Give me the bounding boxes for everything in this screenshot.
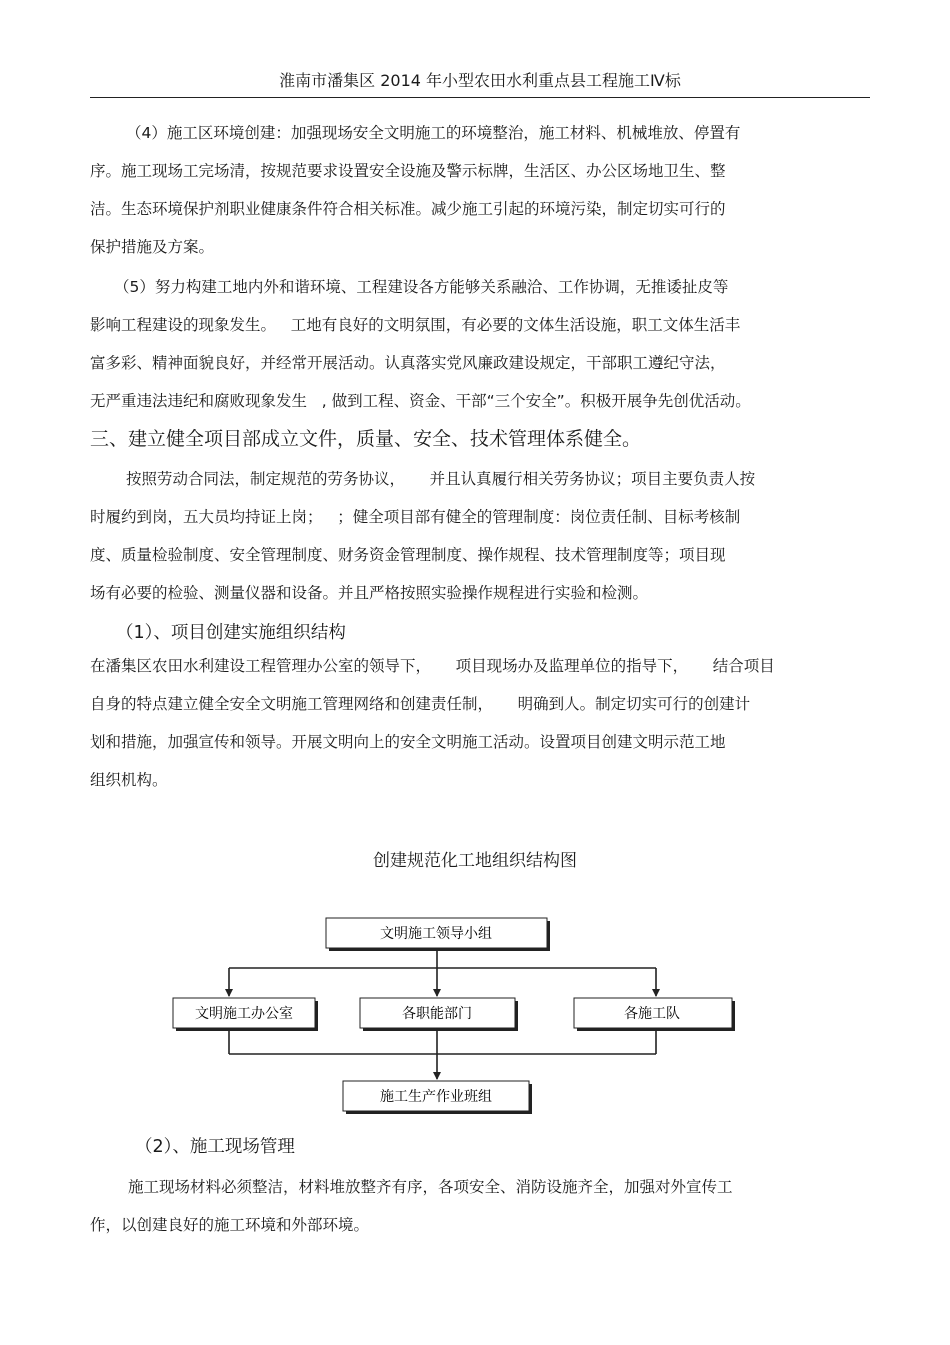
org-box-bottom-label: 施工生产作业班组 <box>380 1089 492 1105</box>
text-line: 影响工程建设的现象发生。 工地有良好的文明氛围，有必要的文体生活设施，职工文体生活丰 <box>90 316 741 334</box>
text-line: 按照劳动合同法，制定规范的劳务协议， 并且认真履行相关劳务协议；项目主要负责人按 <box>126 470 756 488</box>
text-line: 富多彩、精神面貌良好，并经常开展活动。认真落实党风廉政建设规定，干部职工遵纪守法， <box>90 354 726 372</box>
text-line: 场有必要的检验、测量仪器和设备。并且严格按照实验操作规程进行实验和检测。 <box>90 584 649 602</box>
org-connectors-top <box>229 951 656 996</box>
org-box-teams-label: 各施工队 <box>624 1006 680 1022</box>
org-connectors-bottom <box>229 1031 656 1079</box>
text-line: 序。施工现场工完场清，按规范要求设置安全设施及警示标牌，生活区、办公区场地卫生、整 <box>90 162 726 180</box>
text-line: 无严重违法违纪和腐败现象发生 , 做到工程、资金、干部“三个安全”。积极开展争先创优活动。 <box>90 392 751 410</box>
text-line: 组织机构。 <box>90 771 168 789</box>
text-line: 在潘集区农田水利建设工程管理办公室的领导下， 项目现场办及监理单位的指导下， 结合项目 <box>90 657 775 675</box>
paragraph-site <box>90 1168 733 1244</box>
text-line: 时履约到岗，五大员均持证上岗； ；健全项目部有健全的管理制度：岗位责任制、目标考核制 <box>90 508 741 526</box>
org-box-departments-label: 各职能部门 <box>402 1006 472 1022</box>
page-header: 淮南市潘集区 2014 年小型农田水利重点县工程施工Ⅳ标 <box>279 71 681 90</box>
text-line: （4）施工区环境创建：加强现场安全文明施工的环境整治，施工材料、机械堆放、停置有 <box>126 124 741 142</box>
text-line: 自身的特点建立健全安全文明施工管理网络和创建责任制， 明确到人。制定切实可行的创建计 <box>90 695 751 713</box>
text-line: 度、质量检验制度、安全管理制度、财务资金管理制度、操作规程、技术管理制度等；项目现 <box>90 546 726 564</box>
text-line: 洁。生态环境保护剂职业健康条件符合相关标准。减少施工引起的环境污染，制定切实可行的 <box>90 200 726 218</box>
text-line: 划和措施，加强宣传和领导。开展文明向上的安全文明施工活动。设置项目创建文明示范工地 <box>90 733 726 751</box>
subheading-org: （1）、项目创建实施组织结构 <box>116 623 346 643</box>
text-line: （5）努力构建工地内外和谐环境、工程建设各方能够关系融洽、工作协调，无推诿扯皮等 <box>114 278 729 296</box>
org-box-office-label: 文明施工办公室 <box>195 1006 293 1022</box>
org-box-bottom <box>343 1081 532 1114</box>
section-heading: 三、建立健全项目部成立文件，质量、安全、技术管理体系健全。 <box>90 428 642 450</box>
text-line: 作，以创建良好的施工环境和外部环境。 <box>90 1216 370 1234</box>
org-box-office <box>173 998 318 1031</box>
text-line: 保护措施及方案。 <box>90 238 215 256</box>
org-box-teams <box>574 998 735 1031</box>
org-box-departments <box>360 998 518 1031</box>
org-box-top <box>326 918 550 951</box>
org-box-top-label: 文明施工领导小组 <box>380 926 492 942</box>
subheading-site: （2）、施工现场管理 <box>135 1137 295 1157</box>
text-line: 施工现场材料必须整洁，材料堆放整齐有序，各项安全、消防设施齐全，加强对外宣传工 <box>128 1178 733 1196</box>
org-chart-title: 创建规范化工地组织结构图 <box>373 851 577 871</box>
